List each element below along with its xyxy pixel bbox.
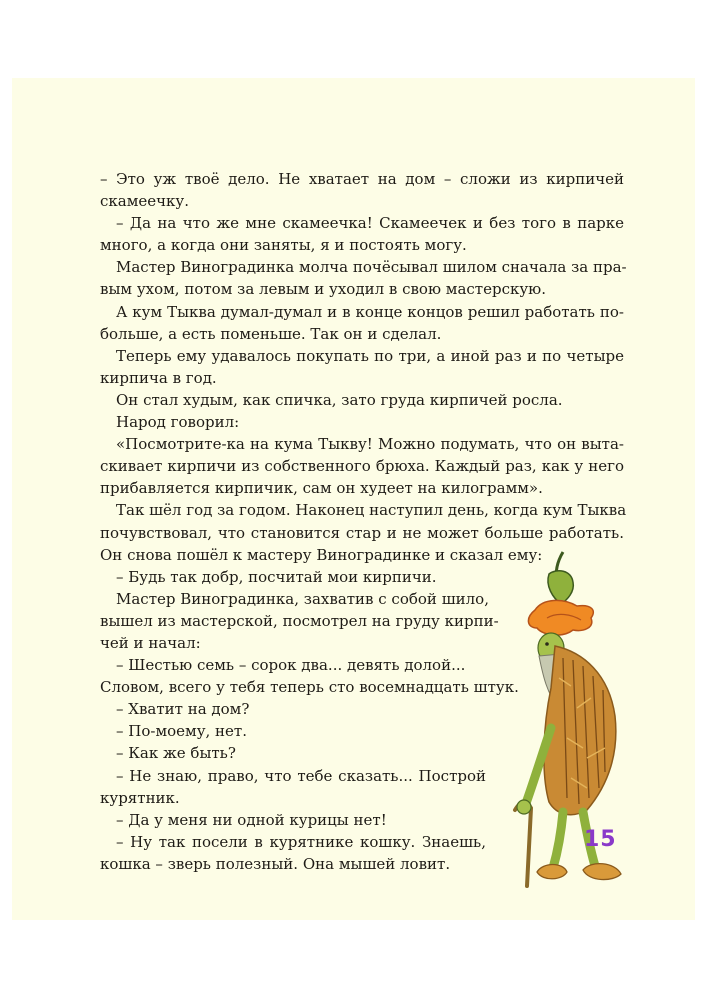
text-line: скивает кирпичи из собственного брюха. Каждый раз, как у него <box>100 457 624 476</box>
text-line: почувствовал, что становится стар и не может больше работать. <box>100 523 624 542</box>
text-line: курятник. <box>100 788 180 807</box>
text-line: – Ну так посели в курятнике кошку. Знаешь, <box>116 832 486 851</box>
text-line: – Будь так добр, посчитай мои кирпичи. <box>116 567 437 586</box>
text-line: – Это уж твоё дело. Не хватает на дом – сложи из кирпичей <box>100 170 624 188</box>
text-line: много, а когда они заняты, я и постоять могу. <box>100 236 467 255</box>
text-line: больше, а есть поменьше. Так он и сделал. <box>100 324 442 343</box>
text-line: – Как же быть? <box>116 744 236 763</box>
text-line: Мастер Виноградинка молча почёсывал шилом сначала за пра- <box>116 258 627 277</box>
text-line: – Не знаю, право, что тебе сказать... Построй <box>116 766 486 785</box>
text-line: скамеечку. <box>100 192 190 211</box>
text-line: вым ухом, потом за левым и уходил в свою мастерскую. <box>100 280 546 299</box>
text-line: «Посмотрите-ка на кума Тыкву! Можно подумать, что он выта- <box>116 435 624 454</box>
text-line: – Да на что же мне скамеечка! Скамеечек и без того в парке <box>116 214 624 233</box>
text-line: кирпича в год. <box>100 368 217 387</box>
text-line: – Шестью семь – сорок два... девять долой... <box>116 656 466 675</box>
book-page <box>12 78 695 920</box>
text-line: прибавляется кирпичик, сам он худеет на килограмм». <box>100 479 543 498</box>
page-number: 15 <box>584 827 617 852</box>
text-line: чей и начал: <box>100 633 201 652</box>
text-line: кошка – зверь полезный. Она мышей ловит. <box>100 854 451 873</box>
text-line: – По-моему, нет. <box>116 722 247 741</box>
text-line: Он снова пошёл к мастеру Виноградинке и сказал ему: <box>100 545 543 564</box>
text-line: Теперь ему удавалось покупать по три, а иной раз и по четыре <box>116 346 624 365</box>
text-line: Он стал худым, как спичка, зато груда кирпичей росла. <box>116 390 563 409</box>
text-line: вышел из мастерской, посмотрел на груду кирпи- <box>100 611 499 630</box>
text-line: Словом, всего у тебя теперь сто восемнадцать штук. <box>100 678 519 697</box>
text-line: А кум Тыква думал-думал и в конце концов решил работать по- <box>116 302 624 321</box>
text-line: – Да у меня ни одной курицы нет! <box>116 810 387 829</box>
text-line: Мастер Виноградинка, захватив с собой шило, <box>116 589 489 608</box>
text-line: Народ говорил: <box>116 413 240 432</box>
text-line: – Хватит на дом? <box>116 700 250 719</box>
text-line: Так шёл год за годом. Наконец наступил день, когда кум Тыква <box>116 501 627 520</box>
